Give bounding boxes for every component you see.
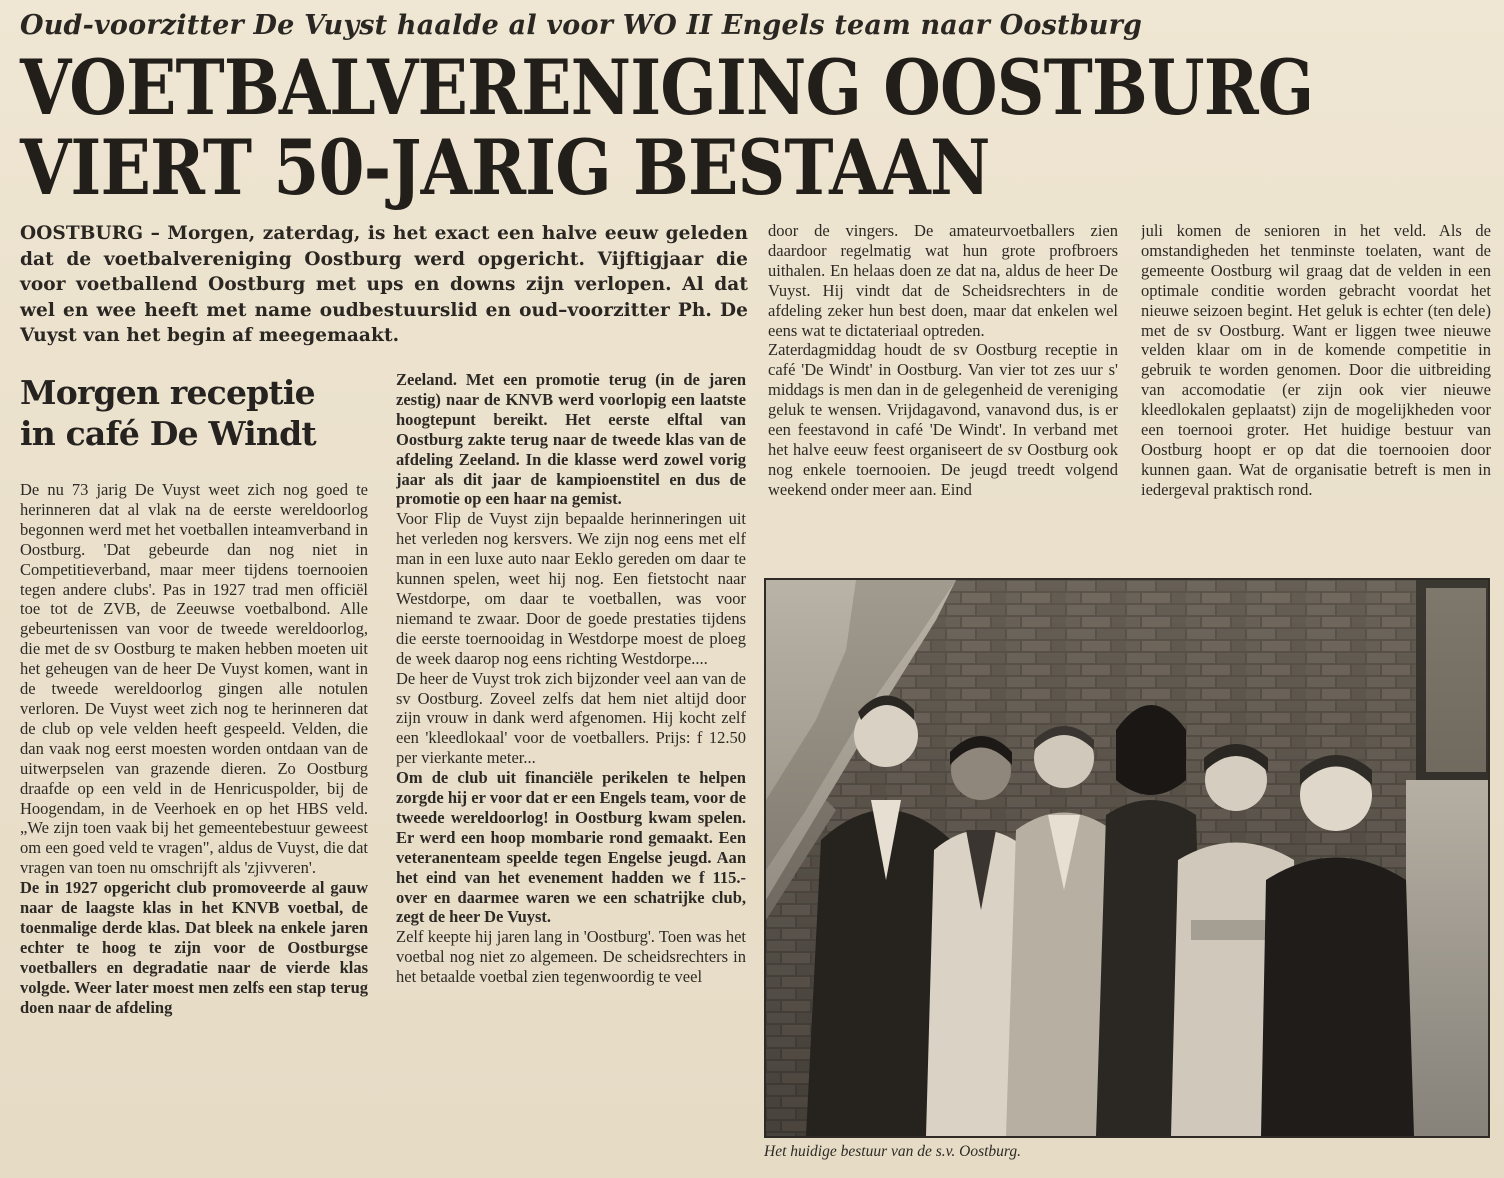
subheading (20, 372, 380, 454)
paragraph: door de vingers. De amateurvoetballers zien daardoor regelmatig wat hun grote profbroers uithalen. En helaas doen ze dat na, aldus de heer De Vuyst. Hij vindt dat de Scheidsrechters in de afdeling zeker hun best doen, maar dat enkelen wel eens wat te dictateriaal optreden. (768, 221, 1118, 340)
column-4 (1141, 221, 1491, 571)
column-1 (20, 480, 368, 1160)
paragraph: De heer de Vuyst trok zich bijzonder veel aan van de sv Oostburg. Zoveel zelfs dat hem niet altijd door zijn vrouw in dank werd afgenomen. Hij kocht zelf een 'kleedlokaal' voor de voetballers. Prijs: f 12.50 per vierkante meter... (396, 668, 746, 768)
column-2 (396, 370, 746, 1170)
paragraph: Zaterdagmiddag houdt de sv Oostburg receptie in café 'De Windt' in Oostburg. Van vier tot zes uur s' middags is men dan in de gelegenheid de vereniging geluk te wensen. Vrijdagavond, vanavond dus, is er een feestavond in café 'De Windt'. In verband met het halve eeuw feest organiseert de sv Oostburg ook nog enkele toernooien. De jeugd treedt volgend weekend onder meer aan. Eind (768, 340, 1118, 499)
paragraph: Zeeland. Met een promotie terug (in de jaren zestig) naar de KNVB werd voorlopig een laatste hoogtepunt bereikt. Het eerste elftal van Oostburg zakte terug naar de tweede klas van de afdeling Zeeland. In die klasse werd zowel vorig jaar als dit jaar de kampioenstitel en dus de promotie op een haar na gemist. (396, 370, 746, 509)
group-photo-illustration (766, 580, 1488, 1136)
paragraph: Voor Flip de Vuyst zijn bepaalde herinneringen uit het verleden nog kersvers. We zijn nog eens met elf man in een luxe auto naar Eeklo gereden om daar te kunnen spelen, weet hij nog. Een fietstocht naar Westdorpe, om daar te voetballen, was voor niemand te zwaar. Door de goede prestaties tijdens die eerste toernooidag in Westdorpe moest de ploeg de week daarop nog eens richting Westdorpe.... (396, 509, 746, 668)
lead-paragraph: OOSTBURG – Morgen, zaterdag, is het exact een halve eeuw geleden dat de voetbalvereniging Oostburg werd opgericht. Vijftigjaar die voor voetballend Oostburg met ups en downs zijn verlopen. Al dat wel en wee heeft met name oudbestuurslid en oud–voorzitter Ph. De Vuyst van het begin af meegemaakt. (20, 223, 748, 346)
photo-caption: Het huidige bestuur van de s.v. Oostburg. (764, 1143, 1022, 1160)
paragraph: Om de club uit financiële perikelen te helpen zorgde hij er voor dat er een Engels team, voor de tweede wereldoorlog! in Oostburg kwam spelen. Er werd een hoop mombarie rond gemaakt. Een veteranenteam speelde tegen Engelse jeugd. Aan het eind van het evenement hadden we f 115.- over en daarmee waren we een schatrijke club, zegt de heer De Vuyst. (396, 768, 746, 927)
subheading-line-2: in café De Windt (20, 414, 316, 453)
headline-line-1: VOETBALVERENIGING OOSTBURG (20, 43, 1314, 132)
kicker: Oud-voorzitter De Vuyst haalde al voor WO II Engels team naar Oostburg (20, 10, 1143, 41)
paragraph: juli komen de senioren in het veld. Als de omstandigheden het tenminste toelaten, want de gemeente Oostburg wil graag dat de velden in een optimale conditie worden gebracht voordat het nieuwe seizoen begint. Het geluk is echter (ten dele) met de sv Oostburg. Want er liggen twee nieuwe velden klaar om in de komende competitie in gebruik te worden genomen. Door die uitbreiding van accomodatie (er zijn ook vier nieuwe kleedlokalen geplaatst) zijn de mogelijkheden voor een toernooi groter. Het huidige bestuur van Oostburg hoopt er op dat die toernooien door kunnen gaan. Wat de organisatie betreft is men in iedergeval praktisch rond. (1141, 221, 1491, 499)
subheading-line-1: Morgen receptie (20, 373, 315, 412)
headline (20, 43, 1314, 212)
paragraph: De nu 73 jarig De Vuyst weet zich nog goed te herinneren dat al vlak na de eerste wereldoorlog begonnen werd met het voetballen inteamverband in Oostburg. 'Dat gebeurde dan nog niet in Competitieverband, maar meer tijdens toernooien tegen andere clubs'. Pas in 1927 trad men officiël toe tot de ZVB, de Zeeuwse voetbalbond. Alle gebeurtenissen van voor de tweede wereldoorlog, die met de sv Oostburg te maken hebben moeten uit het geheugen van de heer De Vuyst komen, want in de tweede wereldoorlog gingen alle notulen verloren. De Vuyst weet zich nog te herinneren dat de club op vele velden heeft gespeeld. Velden, die dan vaak nog eerst moesten worden ontdaan van de uitwerpselen van grazende dieren. Zo Oostburg draafde op een veld in de Henricuspolder, bij de Hoogendam, in de Veerhoek en op het HBS veld. „We zijn toen vaak bij het gemeentebestuur geweest om een goed veld te vragen", aldus de Vuyst, die dat vragen van toen nu omschrijft als 'zjivveren'. (20, 480, 368, 878)
headline-line-2: VIERT 50-JARIG BESTAAN (20, 123, 990, 212)
paragraph: De in 1927 opgericht club promoveerde al gauw naar de laagste klas in het KNVB voetbal, de toenmalige derde klas. Dat bleek na enkele jaren echter te hoog te zijn voor de Oostburgse voetballers en degradatie naar de vierde klas volgde. Weer later moest men zelfs een stap terug doen naar de afdeling (20, 878, 368, 1017)
column-3 (768, 221, 1118, 571)
paragraph: Zelf keepte hij jaren lang in 'Oostburg'. Toen was het voetbal nog niet zo algemeen. De scheidsrechters in het betaalde voetbal zien tegenwoordig te veel (396, 927, 746, 987)
group-photo (764, 578, 1490, 1138)
